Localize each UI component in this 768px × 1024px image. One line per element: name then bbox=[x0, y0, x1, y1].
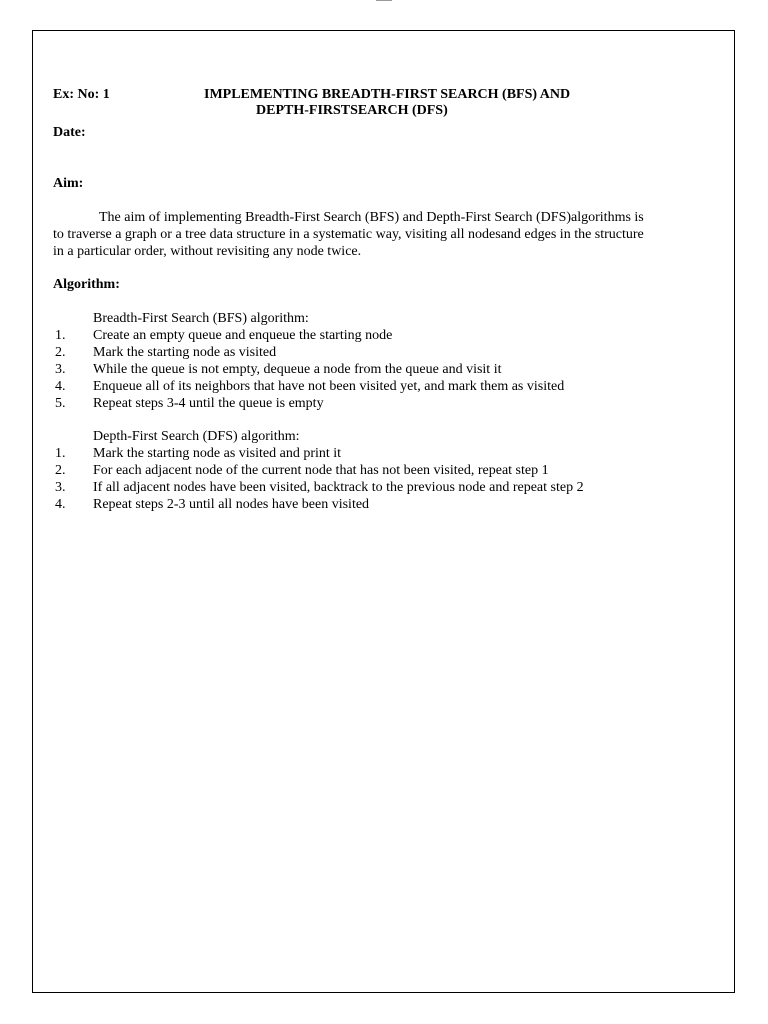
step-text: Create an empty queue and enqueue the starting node bbox=[93, 328, 393, 343]
document-title-line-2: DEPTH-FIRSTSEARCH (DFS) bbox=[256, 103, 448, 118]
aim-paragraph-line: The aim of implementing Breadth-First Search (BFS) and Depth-First Search (DFS)algorithms is bbox=[99, 210, 644, 225]
aim-paragraph-line: in a particular order, without revisiting any node twice. bbox=[53, 244, 362, 259]
step-number: 2. bbox=[55, 345, 66, 360]
step-text: Mark the starting node as visited bbox=[93, 345, 277, 360]
step-number: 2. bbox=[55, 463, 66, 478]
step-number: 3. bbox=[55, 480, 66, 495]
step-text: Repeat steps 2-3 until all nodes have been visited bbox=[93, 497, 370, 512]
bfs-intro: Breadth-First Search (BFS) algorithm: bbox=[93, 311, 309, 326]
step-number: 1. bbox=[55, 446, 66, 461]
aim-paragraph-line: to traverse a graph or a tree data structure in a systematic way, visiting all nodesand edges in the structure bbox=[53, 227, 644, 242]
step-number: 3. bbox=[55, 362, 66, 377]
step-text: While the queue is not empty, dequeue a node from the queue and visit it bbox=[93, 362, 502, 377]
step-number: 4. bbox=[55, 497, 66, 512]
aim-heading: Aim: bbox=[53, 176, 84, 191]
step-text: If all adjacent nodes have been visited, backtrack to the previous node and repeat step 2 bbox=[93, 480, 584, 495]
exercise-number: Ex: No: 1 bbox=[53, 87, 110, 102]
step-text: Repeat steps 3-4 until the queue is empty bbox=[93, 396, 324, 411]
step-text: Mark the starting node as visited and print it bbox=[93, 446, 342, 461]
step-number: 4. bbox=[55, 379, 66, 394]
page-top-mark bbox=[376, 0, 392, 1]
step-text: For each adjacent node of the current node that has not been visited, repeat step 1 bbox=[93, 463, 549, 478]
step-number: 5. bbox=[55, 396, 66, 411]
step-number: 1. bbox=[55, 328, 66, 343]
algorithm-heading: Algorithm: bbox=[53, 277, 120, 292]
dfs-intro: Depth-First Search (DFS) algorithm: bbox=[93, 429, 300, 444]
document-title-line-1: IMPLEMENTING BREADTH-FIRST SEARCH (BFS) AND bbox=[204, 87, 571, 102]
step-text: Enqueue all of its neighbors that have not been visited yet, and mark them as visited bbox=[93, 379, 565, 394]
date-label: Date: bbox=[53, 125, 86, 140]
